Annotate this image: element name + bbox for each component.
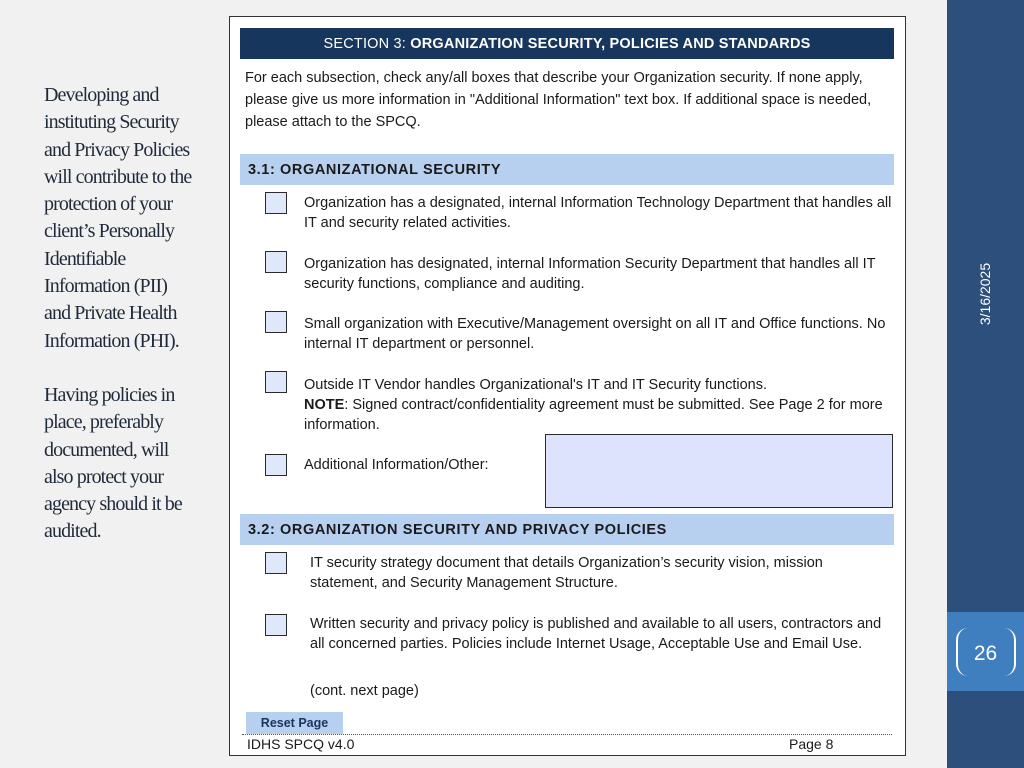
note-text: : Signed contract/confidentiality agreement must be submitted. See Page 2 for more information.	[304, 397, 883, 433]
checkbox-label: Organization has designated, internal Information Security Department that handles all IT security functions, compliance and auditing.	[304, 256, 876, 292]
continued-note: (cont. next page)	[310, 683, 419, 699]
checkbox-internal-it-department[interactable]	[265, 192, 287, 214]
form-section-prefix: SECTION 3:	[323, 35, 411, 52]
checkbox-written-security-policy[interactable]	[265, 614, 287, 636]
slide-paragraph-2: Having policies in place, preferably documented, will also protect your agency should it be audited.	[44, 383, 182, 543]
additional-info-textbox[interactable]	[545, 434, 893, 508]
checkbox-label: Organization has a designated, internal Information Technology Department that handles all IT and security related activities.	[304, 195, 892, 231]
slide-date: 3/16/2025	[977, 262, 994, 326]
slide-body-text	[44, 82, 194, 546]
checkbox-additional-information[interactable]	[265, 454, 287, 476]
spcq-form-page	[229, 16, 906, 756]
slide-number: 26	[973, 642, 998, 665]
checkbox-small-organization[interactable]	[265, 311, 287, 333]
checkbox-label: Written security and privacy policy is published and available to all users, contractors and all concerned parties. Policies include Internet Usage, Acceptable Use and Email Use.	[310, 616, 882, 652]
additional-info-label: Additional Information/Other:	[304, 457, 489, 473]
checkbox-internal-infosec-department[interactable]	[265, 251, 287, 273]
subsection-number: 3.2:	[248, 521, 281, 538]
subsection-title: ORGANIZATION SECURITY AND PRIVACY POLICIES	[280, 521, 667, 538]
subsection-header-3-1	[240, 154, 894, 185]
footer-divider	[242, 734, 892, 735]
subsection-title: ORGANIZATIONAL SECURITY	[280, 161, 502, 178]
form-page-number: Page 8	[789, 736, 834, 752]
slide-number-block	[947, 612, 1024, 691]
note-label: NOTE	[304, 397, 345, 413]
subsection-header-3-2	[240, 514, 894, 545]
form-section-name: ORGANIZATION SECURITY, POLICIES AND STANDARDS	[410, 35, 811, 52]
checkbox-label: IT security strategy document that details Organization’s security vision, mission statement, and Security Management Structure.	[310, 555, 823, 591]
form-section-title	[240, 28, 894, 59]
slide-paragraph-1: Developing and instituting Security and Privacy Policies will contribute to the protection of your client’s Personally Identifiable Information (PII) and Private Health Information (PHI).	[44, 84, 192, 352]
reset-page-button[interactable]: Reset Page	[246, 712, 343, 734]
checkbox-label	[304, 375, 894, 435]
subsection-number: 3.1:	[248, 161, 281, 178]
form-intro: For each subsection, check any/all boxes that describe your Organization security. If none apply, please give us more information in "Additional Information" text box. If additional space is needed, please attach to the SPCQ.	[245, 70, 872, 130]
form-version: IDHS SPCQ v4.0	[247, 736, 355, 752]
checkbox-label: Small organization with Executive/Management oversight on all IT and Office functions. No internal IT department or personnel.	[304, 316, 886, 352]
checkbox-it-security-strategy[interactable]	[265, 552, 287, 574]
slide-date-container	[947, 246, 1024, 342]
checkbox-label-text: Outside IT Vendor handles Organizational's IT and IT Security functions.	[304, 377, 768, 393]
checkbox-outside-it-vendor[interactable]	[265, 371, 287, 393]
